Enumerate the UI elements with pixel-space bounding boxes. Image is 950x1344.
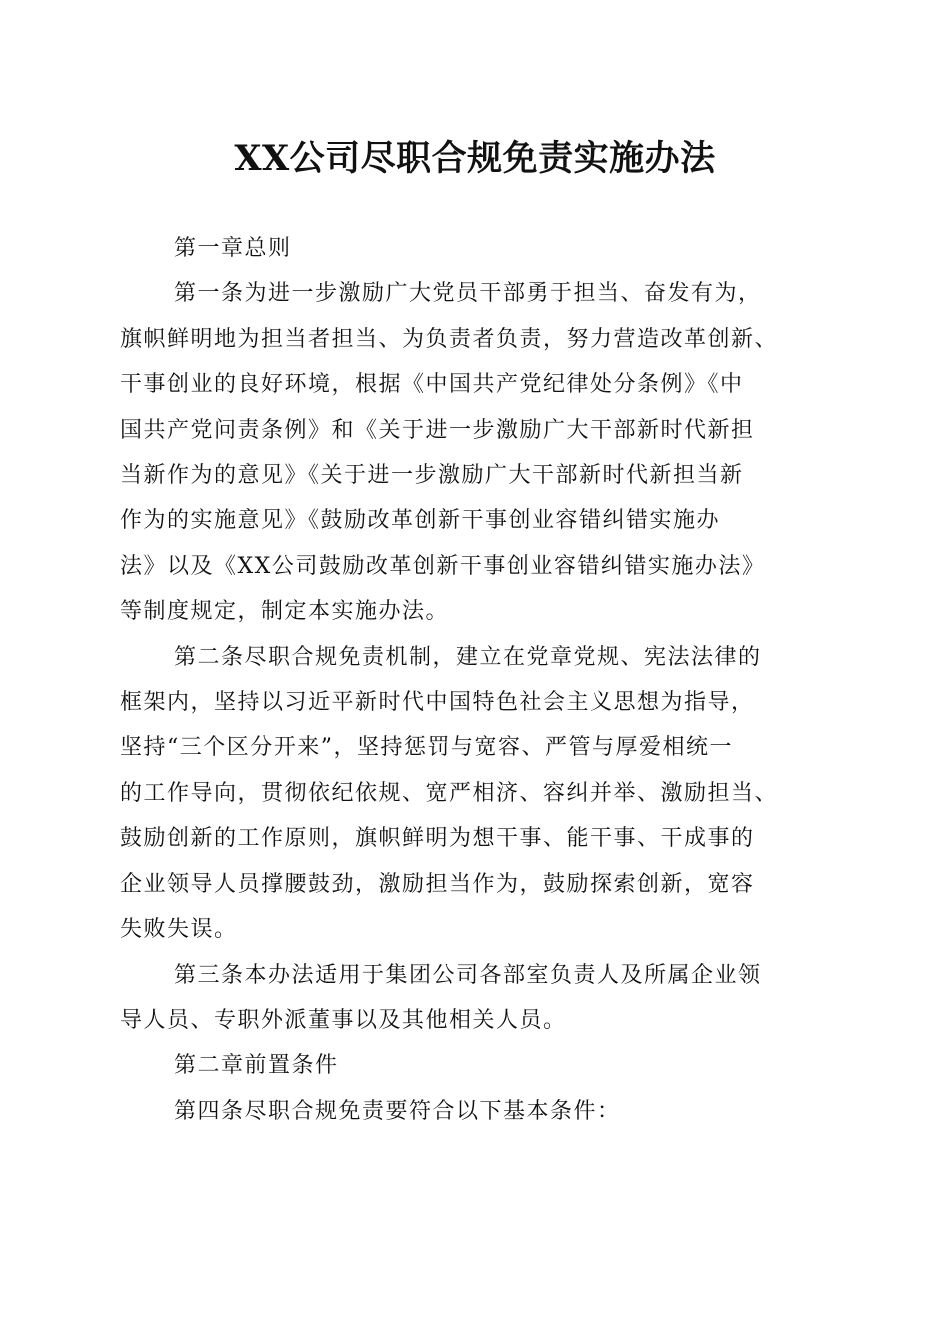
document-body — [120, 226, 840, 1134]
article-4: 第四条尽职合规免责要符合以下基本条件： — [174, 1098, 621, 1124]
article-2-line: 第二条尽职合规免责机制，建立在党章党规、宪法法律的 — [174, 644, 762, 670]
article-2-line: 失败失误。 — [120, 917, 238, 943]
article-2-line: 坚持“三个区分开来”，坚持惩罚与宽容、严管与厚爱相统一 — [120, 735, 733, 761]
article-2-line: 鼓励创新的工作原则，旗帜鲜明为想干事、能干事、干成事的 — [120, 826, 755, 852]
document-title: XX公司尽职合规免责实施办法 — [234, 138, 716, 179]
article-2-line: 框架内，坚持以习近平新时代中国特色社会主义思想为指导， — [120, 690, 755, 716]
article-3-line: 导人员、专职外派董事以及其他相关人员。 — [120, 1007, 567, 1033]
article-1-line: 第一条为进一步激励广大党员干部勇于担当、奋发有为， — [174, 281, 762, 307]
article-1-line: 法》以及《XX公司鼓励改革创新干事创业容错纠错实施办法》 — [120, 553, 766, 579]
article-2 — [120, 635, 840, 953]
article-1-line: 旗帜鲜明地为担当者担当、为负责者负责，努力营造改革创新、 — [120, 326, 779, 352]
article-1-line: 当新作为的意见》《关于进一步激励广大干部新时代新担当新 — [120, 463, 744, 489]
article-1-line: 国共产党问责条例》和《关于进一步激励广大干部新时代新担 — [120, 417, 755, 443]
article-1-line: 等制度规定，制定本实施办法。 — [120, 599, 450, 625]
article-2-line: 企业领导人员撑腰鼓劲，激励担当作为，鼓励探索创新，宽容 — [120, 871, 755, 897]
chapter-2-heading: 第二章前置条件 — [174, 1053, 339, 1079]
article-3 — [120, 953, 840, 1044]
article-1-line: 干事创业的良好环境，根据《中国共产党纪律处分条例》《中 — [120, 372, 744, 398]
article-3-line: 第三条本办法适用于集团公司各部室负责人及所属企业领 — [174, 962, 762, 988]
article-1-line: 作为的实施意见》《鼓励改革创新干事创业容错纠错实施办 — [120, 508, 721, 534]
article-1 — [120, 271, 840, 634]
chapter-1-heading: 第一章总则 — [174, 236, 292, 261]
article-2-line: 的工作导向，贯彻依纪依规、宽严相济、容纠并举、激励担当、 — [120, 780, 779, 806]
